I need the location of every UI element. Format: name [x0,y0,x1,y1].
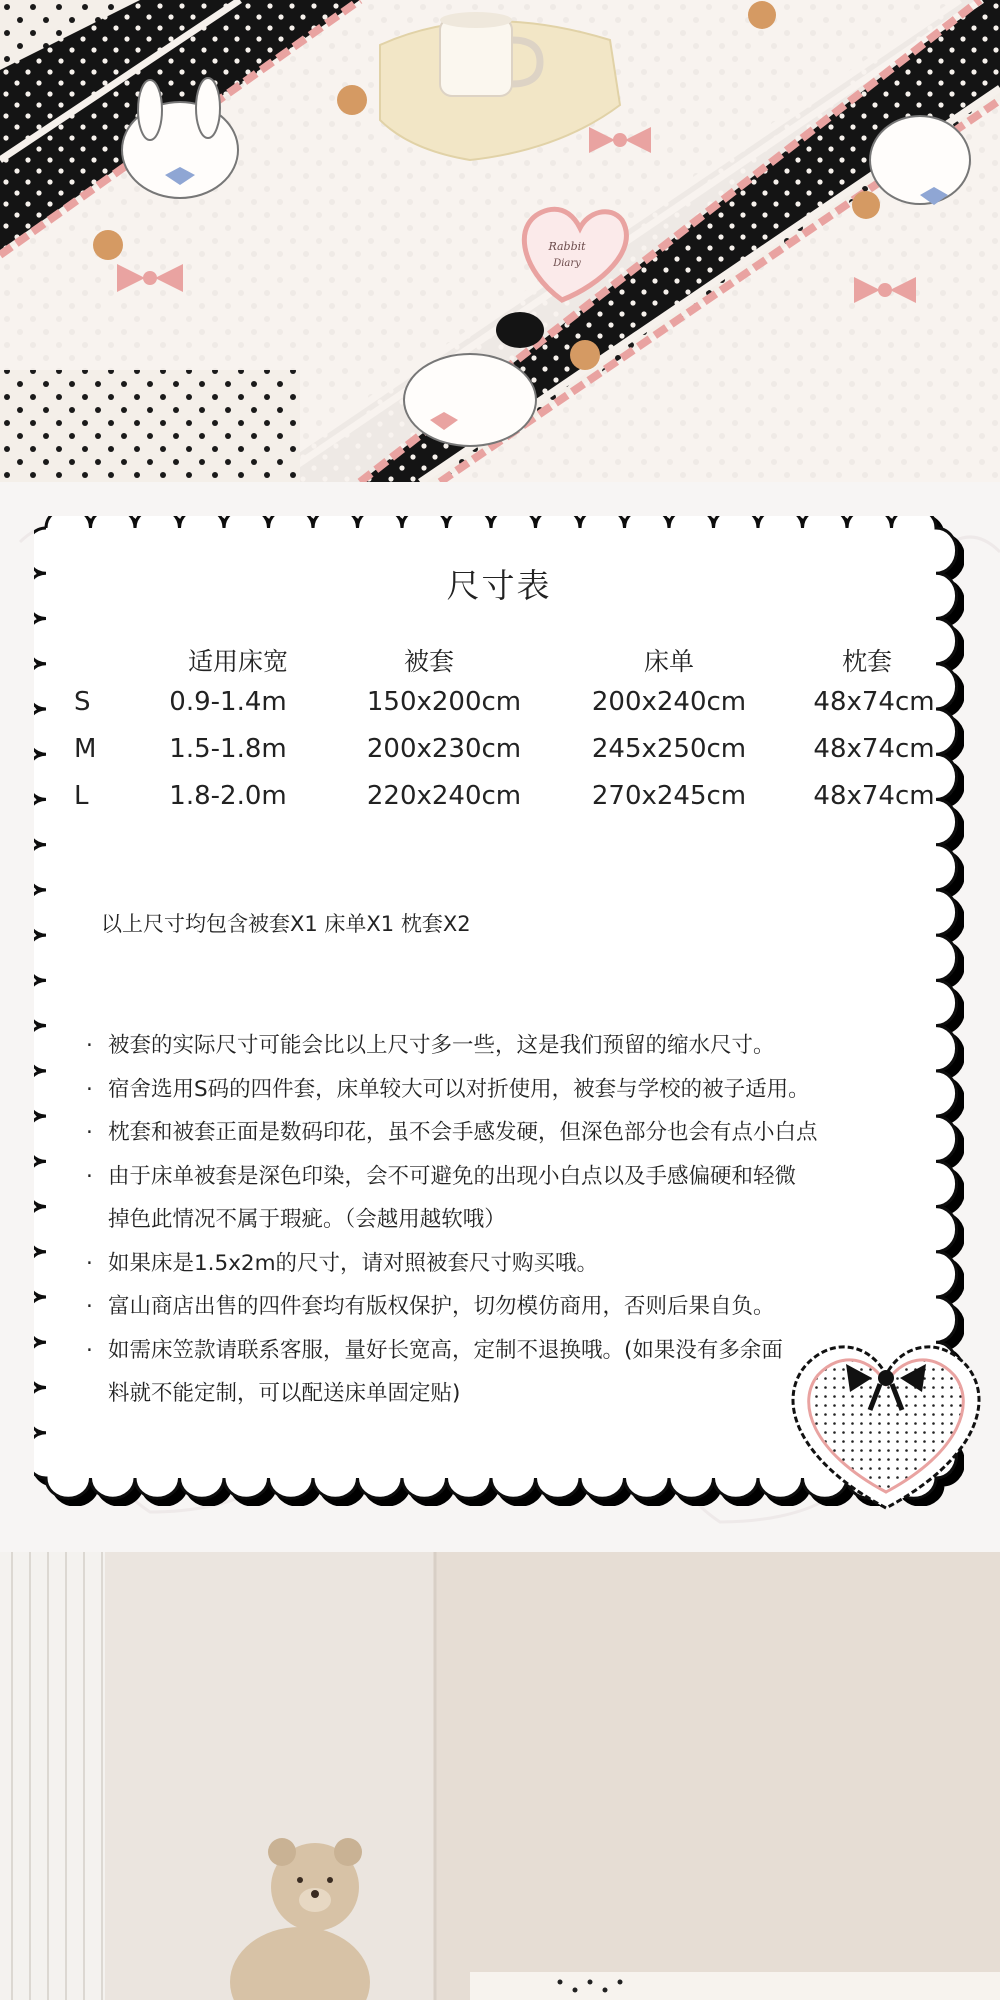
table-row [74,687,954,734]
header-pillowcase: 枕套 [841,647,892,676]
bed-sheet-value: 270x245cm [591,781,747,811]
bed-sheet-value: 245x250cm [591,734,747,764]
size-table [74,642,954,828]
bullet: · [86,1120,93,1145]
bed-sheet-value: 200x240cm [591,687,747,717]
bullet: · [86,1337,93,1363]
header-bed-sheet: 床单 [643,647,694,676]
room-scene [0,1552,1000,2000]
header-bed-width: 适用床宽 [187,647,288,676]
bullet: · [86,1033,93,1058]
duvet-cover-value: 150x200cm [366,687,522,717]
bullet: · [86,1163,93,1189]
svg-text:Rabbit: Rabbit [548,240,586,253]
size-chart-section [0,482,1000,1552]
svg-text:Diary: Diary [553,258,581,269]
table-row [74,734,954,781]
window-blinds [0,1552,105,2000]
size-label: M [74,734,97,764]
header-duvet-cover: 被套 [403,647,454,676]
bedding-illustration [0,0,1000,482]
bullet: · [86,1076,93,1102]
bed-width-value: 1.5-1.8m [169,734,287,764]
bed-width-value: 1.8-2.0m [169,781,287,811]
size-label: S [74,687,91,717]
bottom-room-photo [0,1552,1000,2000]
note-item: · 富山商店出售的四件套均有版权保护，切勿模仿商用，否则后果自负。 [86,1285,926,1329]
duvet-cover-value: 220x240cm [366,781,522,811]
table-row [74,781,954,828]
heart-pillow-decoration [776,1320,996,1520]
note-item: · 由于床单被套是深色印染，会不可避免的出现小白点以及手感偏硬和轻微 [86,1155,926,1199]
note-item-continued: 掉色此情况不属于瑕疵。（会越用越软哦） [108,1207,506,1232]
note-item: · 宿舍选用S码的四件套，床单较大可以对折使用，被套与学校的被子适用。 [86,1068,926,1112]
pillowcase-value: 48x74cm [813,734,935,764]
note-item: · 被套的实际尺寸可能会比以上尺寸多一些，这是我们预留的缩水尺寸。 [86,1024,926,1068]
bed-width-value: 0.9-1.4m [169,687,287,717]
bullet: · [86,1294,93,1319]
pillowcase-value: 48x74cm [813,687,935,717]
note-item-continued: 料就不能定制，可以配送床单固定贴) [108,1381,461,1406]
note-item: · 枕套和被套正面是数码印花，虽不会手感发硬，但深色部分也会有点小白点 [86,1111,926,1155]
table-header-row [74,642,954,687]
note-item: · 如果床是1.5x2m的尺寸，请对照被套尺寸购买哦。 [86,1242,926,1286]
size-chart-title: 尺寸表 [446,566,552,605]
size-label: L [74,781,89,811]
duvet-cover-value: 200x230cm [366,734,522,764]
bullet: · [86,1250,93,1276]
mug [440,18,512,96]
top-product-photo [0,0,1000,482]
package-contents: 以上尺寸均包含被套X1 床单X1 枕套X2 [101,912,471,936]
note-item: · 如需床笠款请联系客服，量好长宽高，定制不退换哦。(如果没有多余面 [86,1329,926,1373]
bunny-illustration [870,116,970,205]
pillowcase-value: 48x74cm [813,781,935,811]
